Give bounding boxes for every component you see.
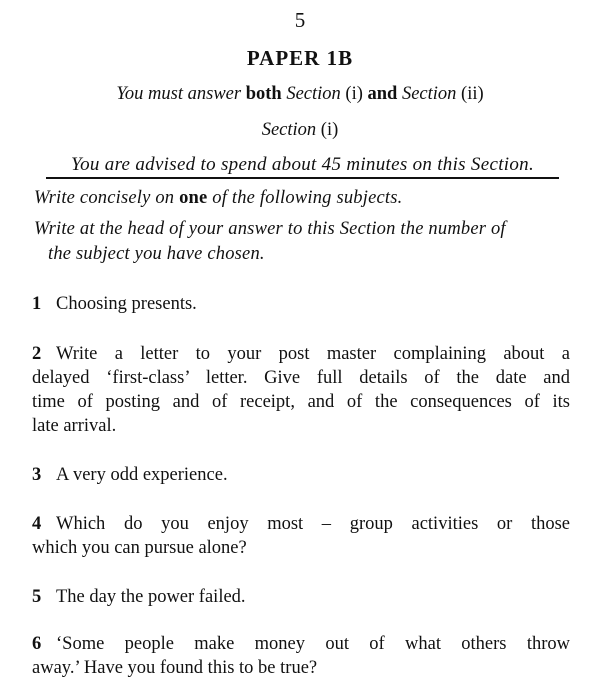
subject-text: Choosing presents. <box>56 294 197 314</box>
directions-line: the subject you have chosen. <box>48 244 265 264</box>
subject-number: 3 <box>32 465 42 485</box>
instruction-emphasis-and: and <box>367 84 398 104</box>
subject-number: 2 <box>32 344 42 364</box>
subject-number: 1 <box>32 294 42 314</box>
subject-item <box>32 292 570 316</box>
paper-title: PAPER 1B <box>246 46 354 70</box>
subject-text: ‘Some people make money out of what others throw <box>56 634 570 654</box>
subject-text: Which do you enjoy most – group activities or those <box>56 514 570 534</box>
subject-text: delayed ‘first-class’ letter. Give full details of the date and <box>32 368 570 388</box>
instruction-section-label: Section <box>401 84 457 104</box>
answer-instruction <box>0 84 600 105</box>
subject-item <box>32 585 570 609</box>
subject-text: Write a letter to your post master complaining about a <box>56 344 570 364</box>
page-number: 5 <box>294 8 306 32</box>
subject-text: away.’ Have you found this to be true? <box>32 658 318 678</box>
subject-text: The day the power failed. <box>56 587 246 607</box>
subject-number: 4 <box>32 514 42 534</box>
directions-write-number <box>34 217 574 267</box>
instruction-emphasis-both: both <box>245 84 282 104</box>
instruction-section-number: (ii) <box>461 84 484 104</box>
divider-rule <box>46 177 559 179</box>
subject-text: A very odd experience. <box>56 465 228 485</box>
time-advice: You are advised to spend about 45 minutes on this Section. <box>71 154 534 175</box>
instruction-section-label: Section <box>286 84 341 104</box>
instruction-text: You must answer <box>116 84 242 104</box>
subject-item <box>32 632 570 680</box>
subject-text: time of posting and of receipt, and of the consequences of its <box>32 392 570 412</box>
subject-item <box>32 463 570 487</box>
section-heading <box>0 120 600 141</box>
subject-item <box>32 342 570 438</box>
directions-text: Write concisely on <box>34 188 175 208</box>
subject-text: late arrival. <box>32 416 117 436</box>
directions-emphasis-one: one <box>179 188 208 208</box>
instruction-section-number: (i) <box>345 84 363 104</box>
directions-choose-one <box>34 186 574 211</box>
directions-text: of the following subjects. <box>212 188 403 208</box>
subject-item <box>32 512 570 560</box>
section-heading-number: (i) <box>320 120 339 140</box>
subject-number: 5 <box>32 587 42 607</box>
directions-line: Write at the head of your answer to this Section the number of <box>34 219 506 239</box>
section-heading-label: Section <box>261 120 317 140</box>
subject-number: 6 <box>32 634 42 654</box>
subject-text: which you can pursue alone? <box>32 538 247 558</box>
